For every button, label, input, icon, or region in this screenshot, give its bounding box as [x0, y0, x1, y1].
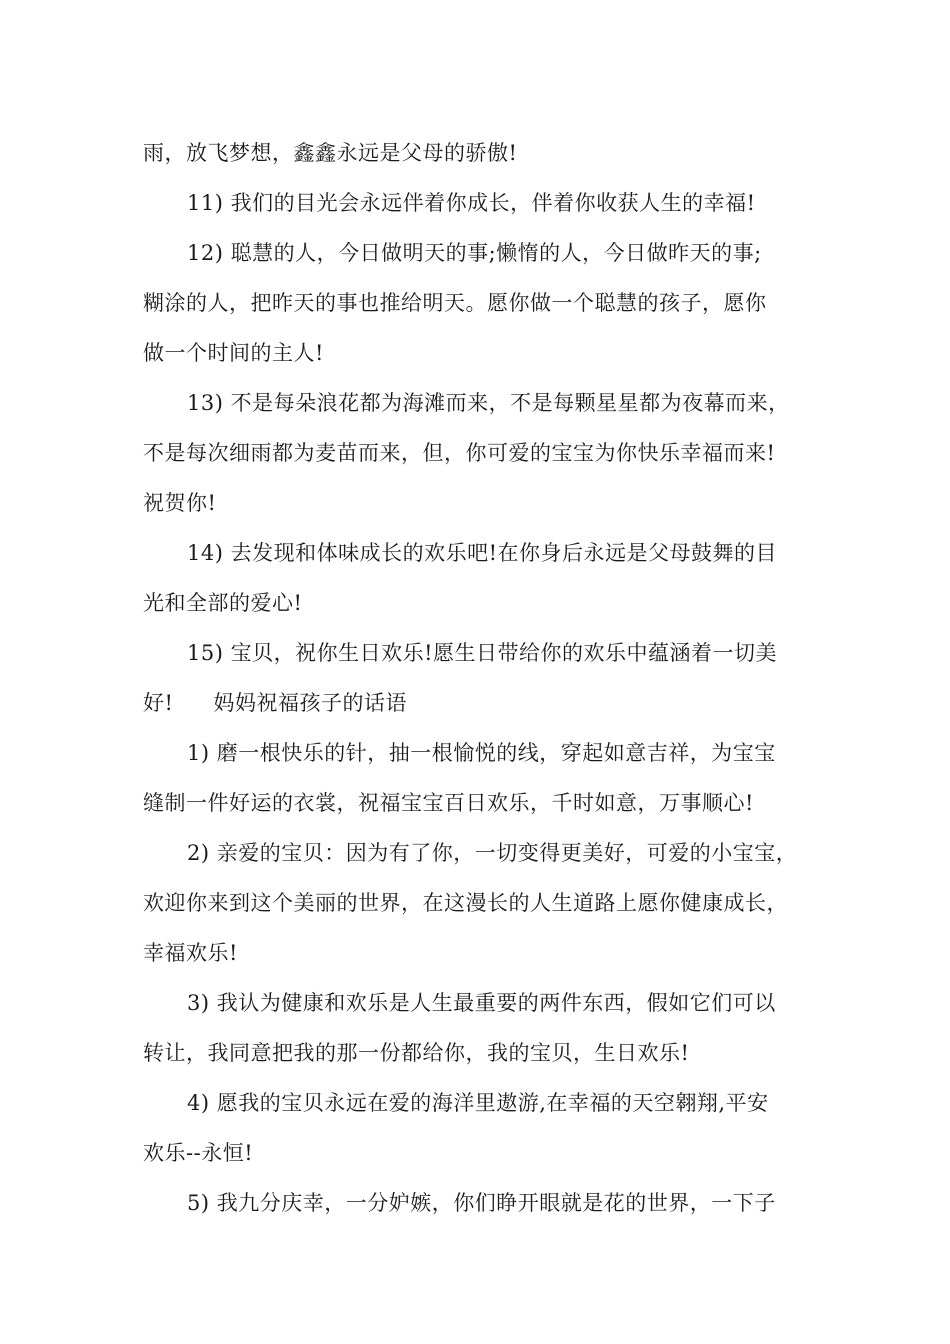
text-line: 欢迎你来到这个美丽的世界，在这漫长的人生道路上愿你健康成长， [143, 891, 788, 915]
text-line: 5) 我九分庆幸，一分妒嫉，你们睁开眼就是花的世界，一下子 [187, 1191, 776, 1215]
section-heading: 妈妈祝福孩子的话语 [213, 691, 407, 715]
text-line [143, 678, 823, 728]
text-line: 幸福欢乐! [143, 941, 238, 965]
document-body [143, 128, 823, 1228]
text-line: 13) 不是每朵浪花都为海滩而来，不是每颗星星都为夜幕而来， [187, 391, 790, 415]
text-line: 15) 宝贝，祝你生日欢乐!愿生日带给你的欢乐中蕴涵着一切美 [187, 641, 778, 665]
text-line: 祝贺你! [143, 491, 217, 515]
text-line: 做一个时间的主人! [143, 341, 324, 365]
text-line: 11) 我们的目光会永远伴着你成长，伴着你收获人生的幸福! [187, 191, 756, 215]
text-line-fragment: 好! [143, 691, 174, 715]
text-line: 14) 去发现和体味成长的欢乐吧!在你身后永远是父母鼓舞的目 [187, 541, 778, 565]
text-line: 糊涂的人，把昨天的事也推给明天。愿你做一个聪慧的孩子，愿你 [143, 291, 767, 315]
text-line: 3) 我认为健康和欢乐是人生最重要的两件东西，假如它们可以 [187, 991, 776, 1015]
text-line: 12) 聪慧的人，今日做明天的事;懒惰的人，今日做昨天的事; [187, 241, 762, 265]
text-line: 4) 愿我的宝贝永远在爱的海洋里遨游,在幸福的天空翱翔,平安 [187, 1091, 769, 1115]
text-line: 缝制一件好运的衣裳，祝福宝宝百日欢乐，千时如意，万事顺心! [143, 791, 754, 815]
text-line: 光和全部的爱心! [143, 591, 303, 615]
text-line: 不是每次细雨都为麦苗而来，但，你可爱的宝宝为你快乐幸福而来! [143, 441, 776, 465]
text-line: 转让，我同意把我的那一份都给你，我的宝贝，生日欢乐! [143, 1041, 690, 1065]
text-line: 欢乐--永恒! [143, 1141, 254, 1165]
text-line: 雨，放飞梦想，鑫鑫永远是父母的骄傲! [143, 141, 518, 165]
text-line: 2) 亲爱的宝贝：因为有了你，一切变得更美好，可爱的小宝宝， [187, 841, 798, 865]
text-line: 1) 磨一根快乐的针，抽一根愉悦的线，穿起如意吉祥，为宝宝 [187, 741, 776, 765]
